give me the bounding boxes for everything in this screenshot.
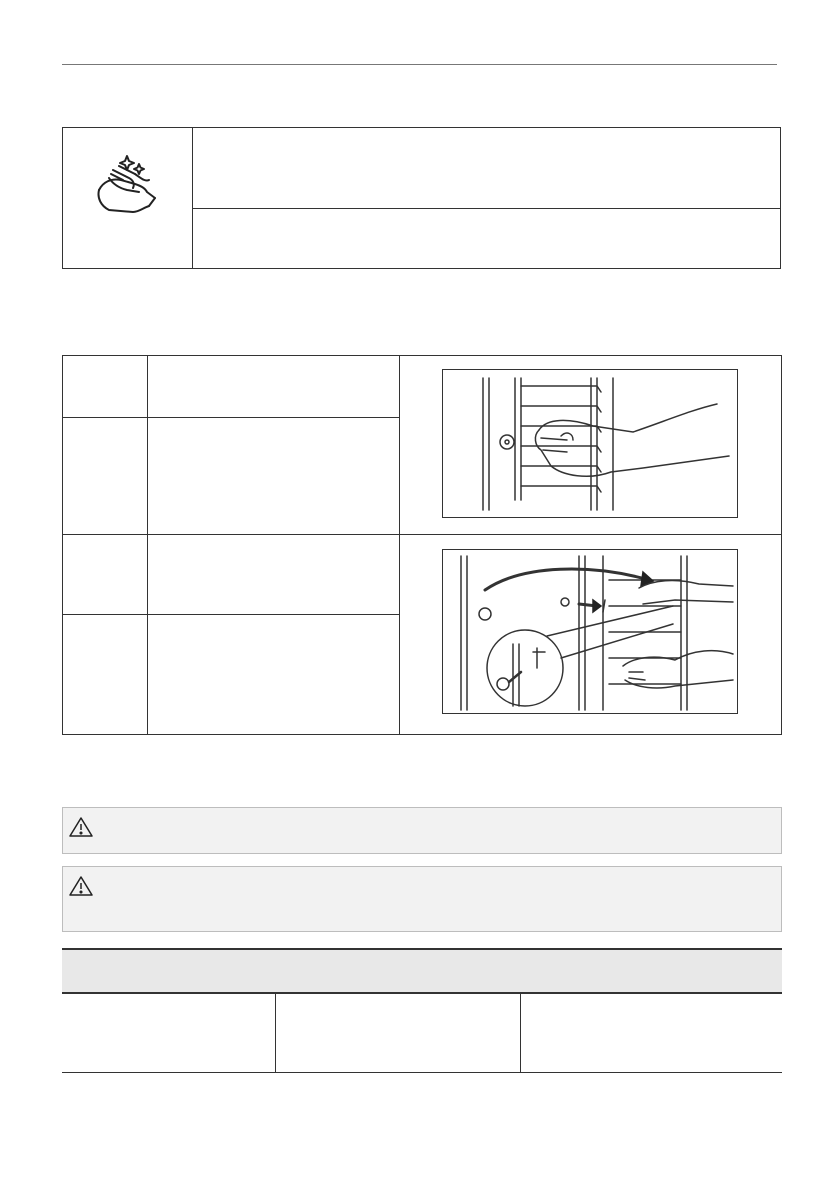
- cleaning-row-2: [193, 209, 780, 268]
- cleaning-row-1-text: [193, 128, 780, 148]
- cleaning-row-1: [193, 128, 780, 209]
- table-cell: [62, 994, 275, 1072]
- step-text: [148, 356, 399, 372]
- step-number: [63, 418, 147, 434]
- step-text: [148, 615, 399, 631]
- table-cell: [521, 994, 782, 1072]
- hand-wipe-sparkle-icon: [89, 150, 169, 220]
- warning-triangle-icon: [68, 875, 94, 897]
- info-table: [62, 948, 782, 1073]
- step-number: [63, 535, 147, 551]
- warning-box: [62, 807, 782, 854]
- cleaning-icon-cell: [63, 128, 193, 268]
- steps-table: [62, 355, 782, 735]
- warning-box: [62, 866, 782, 932]
- cleaning-info-box: [62, 127, 781, 269]
- table-cell: [276, 994, 520, 1072]
- cleaning-row-2-text: [193, 209, 780, 229]
- header-rule: [62, 64, 777, 65]
- shelf-support-pull-illustration: [442, 369, 738, 518]
- step-text: [148, 535, 399, 551]
- warning-triangle-icon: [68, 816, 94, 838]
- column-divider: [399, 356, 400, 734]
- shelf-support-install-illustration: [442, 549, 738, 714]
- step-text: [148, 418, 399, 434]
- table-header: [62, 950, 782, 994]
- step-number: [63, 356, 147, 372]
- step-number: [63, 615, 147, 631]
- table-header-text: [62, 950, 782, 974]
